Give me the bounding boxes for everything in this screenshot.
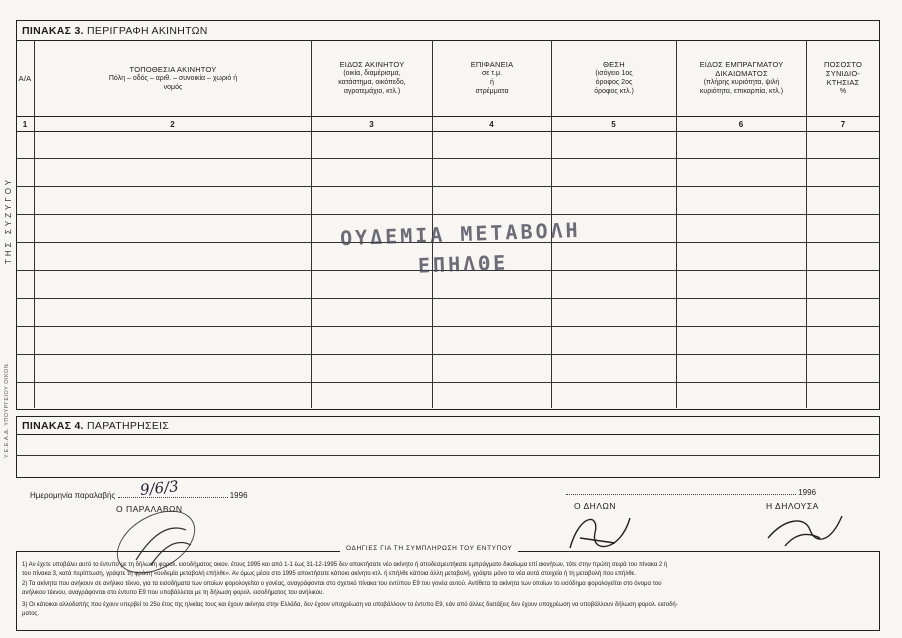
header-right-label: ΕΙΔΟΣ ΕΜΠΡΑΓΜΑΤΟΥ ΔΙΚΑΙΩΜΑΤΟΣ (699, 60, 784, 78)
table-row (16, 326, 880, 327)
col-number: 1 (22, 119, 28, 129)
declaration-date (566, 488, 816, 497)
instruction-line: 1) Αν έχετε υποβάλει αυτό το έντυπο με τη δήλωση φορολ. εισοδήματος οικον. έτους 1995 και από 1-1 έως 31-12-1995 δεν αποκτήσατε νέο ακίνητο ή αποδεσμευτήκατε εμπράγματο δικαίωμα επί ακινήτων, τότε στην πρώτη σειρά του πίνακα 2 ή (22, 562, 668, 568)
table-row (16, 214, 880, 215)
table3-title-text: ΠΕΡΙΓΡΑΦΗ ΑΚΙΝΗΤΩΝ (87, 25, 208, 37)
col-divider (676, 40, 677, 408)
header-area-sub1: σε τ.μ. (481, 70, 503, 77)
spouse-side-label: ΤΗΣ ΣΥΖΥΓΟΥ (4, 176, 13, 264)
col-number: 7 (840, 119, 846, 129)
receipt-date-year: 1996 (229, 491, 248, 500)
table3-title (22, 25, 208, 37)
declarant-label: Ο ΔΗΛΩΝ (574, 501, 616, 511)
table4-title-text: ΠΑΡΑΤΗΡΗΣΕΙΣ (87, 420, 170, 432)
table-row (16, 186, 880, 187)
col-number: 6 (738, 119, 744, 129)
table4-title (22, 420, 169, 432)
receipt-date (30, 491, 248, 500)
no-change-stamp-line1: ΟΥΔΕΜΙΑ ΜΕΤΑΒΟΛΗ (339, 217, 582, 251)
header-area-label: ΕΠΙΦΑΝΕΙΑ (470, 60, 514, 69)
observation-line (16, 455, 880, 456)
table4-title-number: ΠΙΝΑΚΑΣ 4. (22, 420, 84, 432)
colnum-divider (16, 131, 880, 132)
col-divider (311, 40, 312, 408)
instruction-line: 2) Τα ακίνητα που ανήκουν σε ανήλικο τέκνο, για τα εισοδήματα των οποίων φορολογείται ο γονέας, αναγράφονται στο σχετικό πίνακα του εντύπου Ε9 του γονέα αυτού. Αντίθετα τα ακίνητα των οποίων το εισόδημα φορολογείται στο όνομα του (22, 581, 662, 587)
header-percent-label: ΠΟΣΟΣΤΟ ΣΥΝΙΔΙΟ-ΚΤΗΣΙΑΣ (823, 60, 863, 87)
instruction-line: του πίνακα 3, κατά περίπτωση, γράψτε τη φράση «ουδεμία μεταβολή επήλθε». Αν όμως μέσα στο 1995 αποκτήσατε κάποιο ακίνητο κτλ. ή επήλθε κάποια άλλη μεταβολή, γράψτε μόνο τα νέα αυτά στοιχεία ή τη μεταβολή που επήλθε. (22, 571, 637, 577)
header-position (553, 40, 675, 116)
header-aa-label: Α/Α (18, 73, 32, 83)
header-aa (16, 40, 34, 116)
table-row (16, 298, 880, 299)
table-row (16, 354, 880, 355)
publisher-side-label: Υ.Ε.Ε.Α.Δ. ΥΠΟΥΡΓΕΙΟΥ ΟΙΚΟΝ. (4, 361, 10, 459)
no-change-stamp-line2: ΕΠΗΛΘΕ (417, 250, 509, 278)
header-area-sub3: στρέμματα (475, 88, 509, 95)
instruction-line: ανήλικου τέκνου, αναγράφονται στο έντυπο Ε9 που υποβάλλεται με τη δήλωση φορολ. εισοδήματος του ανήλικου. (22, 590, 324, 596)
col-divider (806, 40, 807, 408)
declaration-year: 1996 (798, 488, 817, 497)
col-number: 5 (611, 119, 616, 129)
table3-title-number: ΠΙΝΑΚΑΣ 3. (22, 25, 84, 37)
table-row (16, 382, 880, 383)
instructions-title: ΟΔΗΓΙΕΣ ΓΙΑ ΤΗ ΣΥΜΠΛΗΡΩΣΗ ΤΟΥ ΕΝΤΥΠΟΥ (340, 545, 518, 552)
col-number: 2 (170, 119, 175, 129)
header-right-sub: (πλήρης κυριότητα, ψιλή κυριότητα, επικαρπία, κτλ.) (699, 79, 784, 95)
receipt-date-label: Ημερομηνία παραλαβής (30, 491, 116, 500)
header-right (678, 40, 805, 116)
header-area (434, 40, 550, 116)
header-position-sub: (ισόγειο 1ος όροφος 2ος όροφος κτλ.) (594, 70, 634, 95)
header-location-sub: Πόλη – οδός – αριθ. – συνοικία – χωριό ή νομός (108, 74, 238, 91)
col-number: 3 (369, 119, 374, 129)
header-location-label: ΤΟΠΟΘΕΣΙΑ ΑΚΙΝΗΤΟΥ (129, 64, 217, 74)
header-percent (808, 40, 878, 116)
header-area-sub2: ή (490, 79, 494, 86)
header-type (314, 40, 430, 116)
header-position-label: ΘΕΣΗ (603, 60, 625, 69)
col-divider (34, 40, 35, 408)
header-type-sub: (οικία, διαμέρισμα, κατάστημα, οικόπεδο, αγροτεμάχιο, κτλ.) (338, 70, 406, 95)
table4-title-divider (16, 434, 880, 435)
instruction-line: ματος. (22, 611, 40, 617)
header-percent-sub: % (839, 88, 847, 95)
receiver-label: Ο ΠΑΡΑΛΑΒΩΝ (116, 504, 183, 514)
header-type-label: ΕΙΔΟΣ ΑΚΙΝΗΤΟΥ (339, 60, 405, 69)
declarant-female-signature-icon (760, 508, 850, 550)
col-number: 4 (489, 119, 494, 129)
handwritten-date: 9/6/3 (139, 477, 180, 499)
instruction-line: 3) Οι κάτοικοι αλλοδαπής που έχουν υπερβεί το 25ο έτος της ηλικίας τους και έχουν ακίνητα στην Ελλάδα, δεν έχουν υποχρέωση να υποβάλλουν το έντυπο Ε9, εάν από άλλες διατάξεις δεν έχουν υποχρέωση να υποβάλλουν δήλωση φορολ. εισοδή- (22, 602, 678, 608)
table-row (16, 158, 880, 159)
header-location (36, 40, 310, 116)
declarant-female-label: Η ΔΗΛΟΥΣΑ (766, 501, 819, 511)
